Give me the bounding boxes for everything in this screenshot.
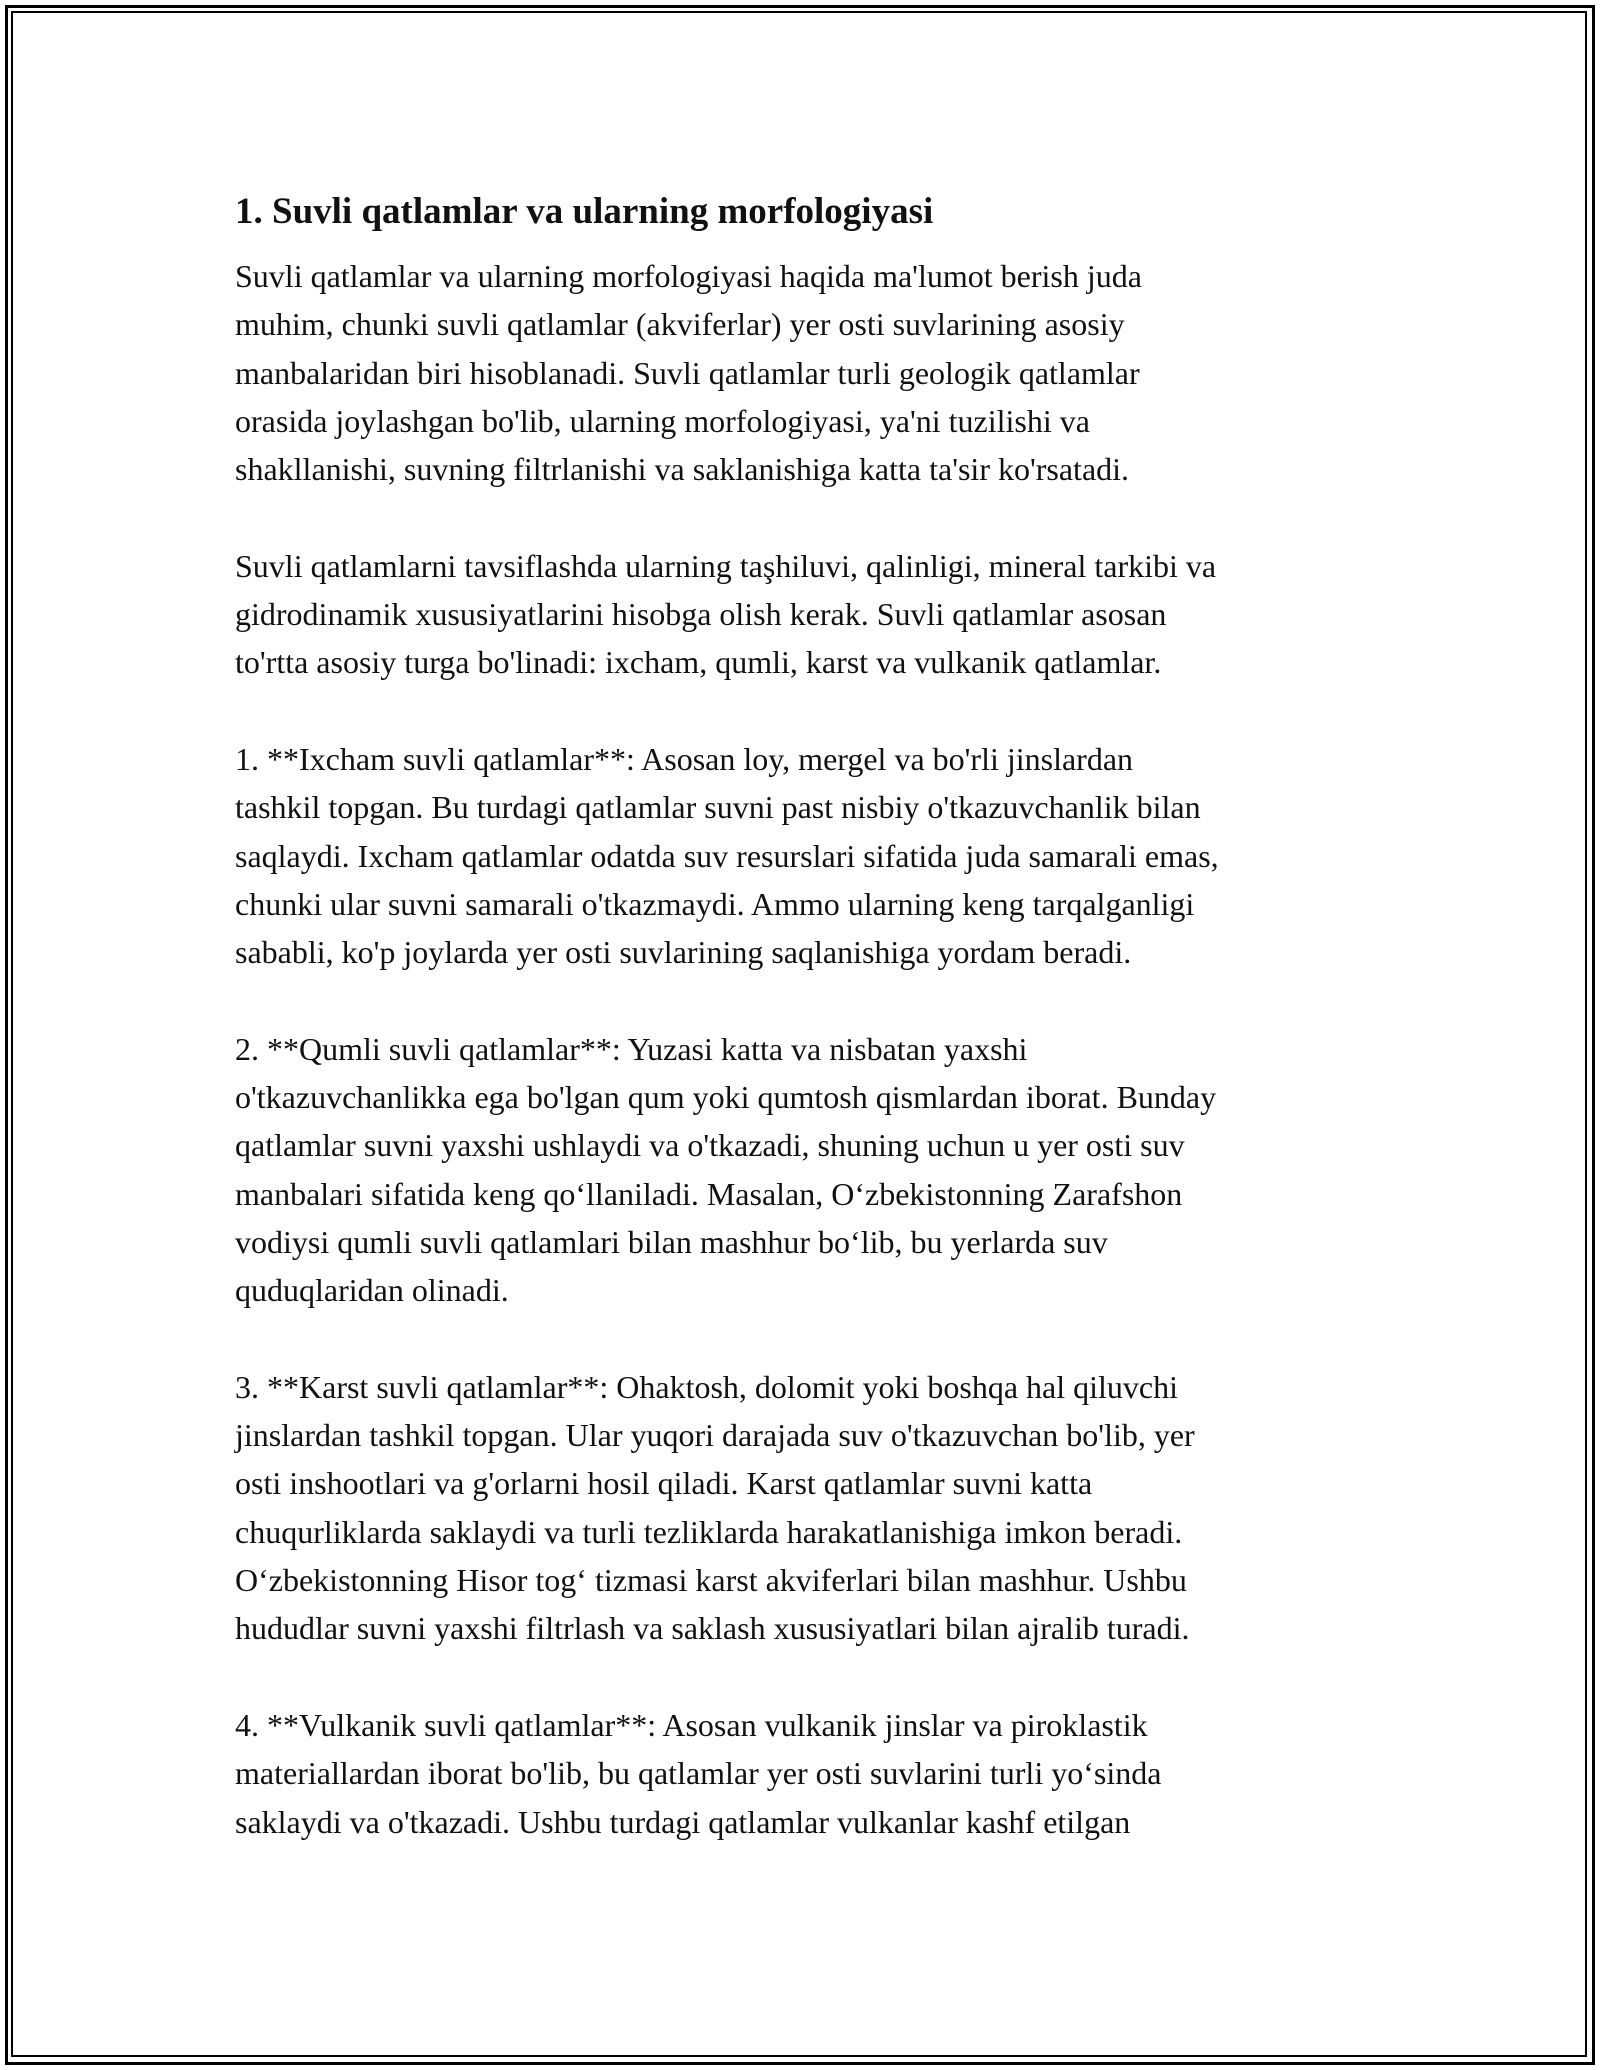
paragraph-line: shakllanishi, suvning filtrlanishi va saklanishiga katta ta'sir ko'rsatadi. [235,451,1130,488]
paragraph-line: gidrodinamik xususiyatlarini hisobga olish kerak. Suvli qatlamlar asosan [235,596,1167,633]
paragraph-line: 4. **Vulkanik suvli qatlamlar**: Asosan vulkanik jinslar va piroklastik [235,1706,1148,1743]
paragraph-line: osti inshootlari va g'orlarni hosil qiladi. Karst qatlamlar suvni katta [235,1465,1093,1502]
paragraph-line: muhim, chunki suvli qatlamlar (akviferlar) yer osti suvlarining asosiy [235,306,1125,343]
paragraph-line: qatlamlar suvni yaxshi ushlaydi va o'tkazadi, shuning uchun u yer osti suv [235,1127,1185,1164]
paragraph-line: o'tkazuvchanlikka ega bo'lgan qum yoki qumtosh qismlardan iborat. Bunday [235,1079,1217,1116]
paragraph [235,1363,1375,1653]
paragraph-line: Suvli qatlamlarni tavsiflashda ularning taşhiluvi, qalinligi, mineral tarkibi va [235,547,1217,584]
paragraph-line: chuqurliklarda saklaydi va turli tezliklarda harakatlanishiga imkon beradi. [235,1513,1183,1550]
paragraph [235,1701,1375,1846]
paragraph-line: hududlar suvni yaxshi filtrlash va saklash xususiyatlari bilan ajralib turadi. [235,1610,1190,1647]
paragraph-line: to'rtta asosiy turga bo'linadi: ixcham, qumli, karst va vulkanik qatlamlar. [235,644,1162,681]
paragraph-line: quduqlaridan olinadi. [235,1272,509,1309]
paragraph-line: manbalaridan biri hisoblanadi. Suvli qatlamlar turli geologik qatlamlar [235,354,1140,391]
paragraph-line: 2. **Qumli suvli qatlamlar**: Yuzasi katta va nisbatan yaxshi [235,1030,1028,1067]
document-body [235,186,1375,1894]
section-heading: 1. Suvli qatlamlar va ularning morfologiyasi [235,191,934,232]
paragraph [235,252,1375,493]
paragraph-line: jinslardan tashkil topgan. Ular yuqori darajada suv o'tkazuvchan bo'lib, yer [235,1417,1195,1454]
paragraph-line: orasida joylashgan bo'lib, ularning morfologiyasi, ya'ni tuzilishi va [235,402,1090,439]
paragraph-line: saqlaydi. Ixcham qatlamlar odatda suv resurslari sifatida juda samarali emas, [235,837,1219,874]
paragraph-line: sababli, ko'p joylarda yer osti suvlarining saqlanishiga yordam beradi. [235,934,1132,971]
paragraph [235,542,1375,687]
paragraph-line: 3. **Karst suvli qatlamlar**: Ohaktosh, dolomit yoki boshqa hal qiluvchi [235,1368,1178,1405]
paragraph-line: chunki ular suvni samarali o'tkazmaydi. Ammo ularning keng tarqalganligi [235,885,1195,922]
paragraph-line: vodiysi qumli suvli qatlamlari bilan mashhur bo‘lib, bu yerlarda suv [235,1223,1108,1260]
paragraph-line: saklaydi va o'tkazadi. Ushbu turdagi qatlamlar vulkanlar kashf etilgan [235,1803,1131,1840]
paragraph-line: tashkil topgan. Bu turdagi qatlamlar suvni past nisbiy o'tkazuvchanlik bilan [235,789,1201,826]
paragraph [235,735,1375,976]
paragraph-line: materiallardan iborat bo'lib, bu qatlamlar yer osti suvlarini turli yo‘sinda [235,1755,1162,1792]
paragraph-line: 1. **Ixcham suvli qatlamlar**: Asosan loy, mergel va bo'rli jinslardan [235,740,1134,777]
paragraph-list [235,252,1375,1846]
paragraph-line: O‘zbekistonning Hisor tog‘ tizmasi karst akviferlari bilan mashhur. Ushbu [235,1562,1187,1599]
paragraph-line: Suvli qatlamlar va ularning morfologiyasi haqida ma'lumot berish juda [235,258,1142,294]
paragraph [235,1025,1375,1315]
paragraph-line: manbalari sifatida keng qo‘llaniladi. Masalan, O‘zbekistonning Zarafshon [235,1175,1183,1212]
